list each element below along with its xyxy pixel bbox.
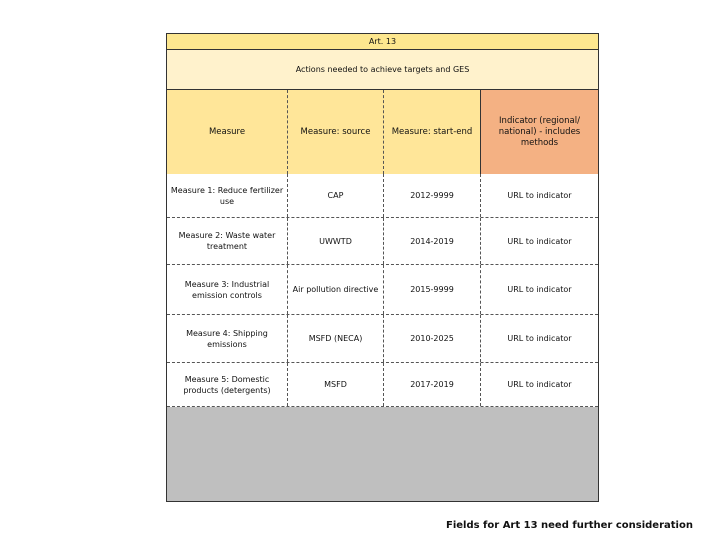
table-row bbox=[167, 265, 598, 315]
table-row bbox=[167, 363, 598, 407]
cell-indicator: URL to indicator bbox=[480, 218, 598, 264]
cell-source: CAP bbox=[287, 174, 383, 217]
header-row bbox=[167, 90, 598, 174]
table-body bbox=[167, 174, 598, 407]
cell-start-end: 2012-9999 bbox=[383, 174, 480, 217]
cell-measure: Measure 4: Shipping emissions bbox=[186, 328, 268, 349]
cell-start-end: 2010-2025 bbox=[383, 315, 480, 362]
measures-table bbox=[166, 33, 599, 502]
table-row bbox=[167, 315, 598, 363]
header-measure-source: Measure: source bbox=[287, 90, 383, 174]
cell-source: MSFD bbox=[287, 363, 383, 406]
footnote: Fields for Art 13 need further consideration bbox=[446, 520, 693, 531]
header-indicator: Indicator (regional/ national) - includes methods bbox=[480, 90, 598, 174]
header-measure: Measure bbox=[167, 90, 287, 174]
cell-indicator: URL to indicator bbox=[480, 315, 598, 362]
cell-measure: Measure 5: Domestic products (detergents) bbox=[183, 374, 271, 395]
header-measure-start-end: Measure: start-end bbox=[383, 90, 480, 174]
cell-source: MSFD (NECA) bbox=[287, 315, 383, 362]
cell-indicator: URL to indicator bbox=[480, 174, 598, 217]
cell-source: UWWTD bbox=[287, 218, 383, 264]
table-row bbox=[167, 218, 598, 265]
empty-gray-area bbox=[167, 407, 598, 501]
cell-start-end: 2017-2019 bbox=[383, 363, 480, 406]
table-title: Art. 13 bbox=[167, 34, 598, 50]
cell-indicator: URL to indicator bbox=[480, 363, 598, 406]
table-row bbox=[167, 174, 598, 218]
cell-start-end: 2014-2019 bbox=[383, 218, 480, 264]
table-subtitle: Actions needed to achieve targets and GES bbox=[167, 50, 598, 90]
cell-measure: Measure 2: Waste water treatment bbox=[178, 231, 276, 251]
cell-indicator: URL to indicator bbox=[480, 265, 598, 314]
cell-start-end: 2015-9999 bbox=[383, 265, 480, 314]
cell-source: Air pollution directive bbox=[287, 265, 383, 314]
cell-measure: Measure 3: Industrial emission controls bbox=[184, 279, 270, 300]
cell-measure: Measure 1: Reduce fertilizer use bbox=[170, 185, 284, 206]
